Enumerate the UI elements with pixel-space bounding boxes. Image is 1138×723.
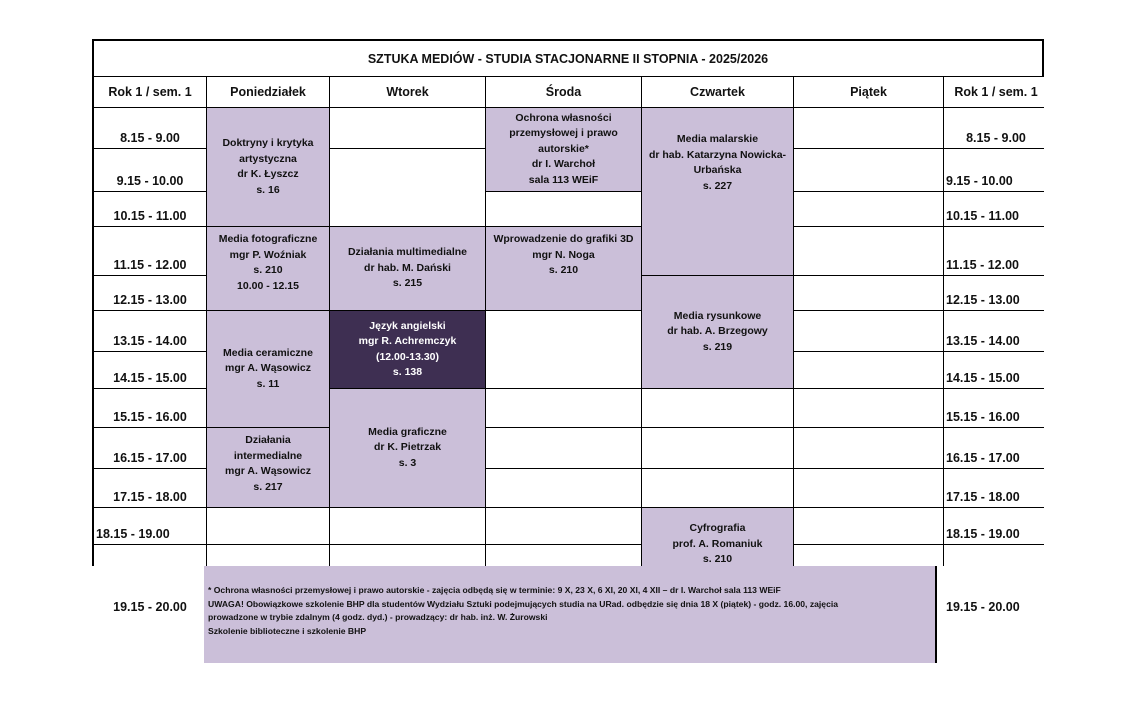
empty-slot xyxy=(642,428,793,468)
class-line: Media rysunkowe xyxy=(673,309,762,322)
class-line: artystyczna xyxy=(239,152,297,165)
class-line: mgr A. Wąsowicz xyxy=(225,362,311,375)
class-line: dr hab. M. Dański xyxy=(364,261,451,274)
header-tuesday: Wtorek xyxy=(330,77,485,107)
class-ochrona-wlasnosci xyxy=(486,108,641,191)
class-line: dr hab. A. Brzegowy xyxy=(667,325,768,338)
class-line: s. 210 xyxy=(702,553,733,566)
time-left-2: 9.15 - 10.00 xyxy=(94,149,206,191)
time-left-12: 19.15 - 20.00 xyxy=(94,545,206,617)
empty-slot xyxy=(486,469,641,507)
time-right-7: 14.15 - 15.00 xyxy=(944,352,1048,388)
class-line: Media malarskie xyxy=(676,133,759,145)
class-line: Język angielski xyxy=(369,319,446,332)
class-line: Działania multimedialne xyxy=(347,246,468,259)
empty-slot xyxy=(794,276,943,310)
empty-slot xyxy=(642,389,793,427)
empty-slot xyxy=(794,227,943,275)
empty-slot xyxy=(486,311,641,388)
class-media-ceramiczne xyxy=(207,311,329,427)
class-line: s. 219 xyxy=(702,340,733,353)
time-right-6: 13.15 - 14.00 xyxy=(944,311,1048,351)
class-line: mgr P. Woźniak xyxy=(229,248,307,261)
time-right-5: 12.15 - 13.00 xyxy=(944,276,1048,310)
time-right-11: 18.15 - 19.00 xyxy=(944,508,1048,544)
time-left-11: 18.15 - 19.00 xyxy=(94,508,206,544)
class-line: dr K. Łyszcz xyxy=(237,168,299,180)
class-line: sala 113 WEiF xyxy=(528,173,599,186)
header-friday: Piątek xyxy=(794,77,943,107)
class-line: s. 16 xyxy=(256,183,280,196)
class-line: autorskie* xyxy=(538,142,589,155)
empty-slot xyxy=(794,352,943,388)
empty-slot xyxy=(794,192,943,226)
empty-slot xyxy=(330,149,485,226)
class-line: s. 215 xyxy=(392,277,423,290)
time-left-1: 8.15 - 9.00 xyxy=(94,108,206,148)
class-grafika-3d xyxy=(486,227,641,310)
footnote-line: UWAGA! Obowiązkowe szkolenie BHP dla studentów Wydziału Sztuki podejmujących studia na URad. odbędzie się dnia 18 X (piątek) - godz. 16.00, zajęcia xyxy=(208,598,839,609)
schedule-title: SZTUKA MEDIÓW - STUDIA STACJONARNE II STOPNIA - 2025/2026 xyxy=(94,41,1042,77)
empty-slot xyxy=(794,469,943,507)
class-line: intermedialne xyxy=(233,449,303,462)
class-line: Media ceramiczne xyxy=(223,346,313,359)
class-line: Cyfrografia xyxy=(689,522,746,535)
empty-slot xyxy=(486,508,641,544)
empty-slot xyxy=(207,508,329,544)
empty-slot xyxy=(486,192,641,226)
time-left-8: 15.15 - 16.00 xyxy=(94,389,206,427)
empty-slot xyxy=(642,469,793,507)
class-line: s. 210 xyxy=(548,264,579,276)
time-right-12: 19.15 - 20.00 xyxy=(944,545,1048,617)
class-line: Urbańska xyxy=(693,164,742,176)
header-right: Rok 1 / sem. 1 xyxy=(944,77,1048,107)
class-media-rysunkowe xyxy=(642,276,793,388)
class-line: Ochrona własności xyxy=(515,111,612,124)
header-thursday: Czwartek xyxy=(642,77,793,107)
class-media-malarskie xyxy=(642,108,793,275)
time-right-10: 17.15 - 18.00 xyxy=(944,469,1048,507)
class-line: mgr R. Achremczyk xyxy=(358,335,457,347)
empty-slot xyxy=(794,389,943,427)
class-line: s. 11 xyxy=(256,377,280,390)
class-line: s. 3 xyxy=(398,456,417,469)
header-left: Rok 1 / sem. 1 xyxy=(94,77,206,107)
footnote-box xyxy=(204,566,937,663)
time-right-1: 8.15 - 9.00 xyxy=(944,108,1048,148)
empty-slot xyxy=(330,508,485,544)
class-line: s. 227 xyxy=(702,179,733,192)
footnote-line: prowadzone w trybie zdalnym (4 godz. dyd.) - prowadzący: dr hab. inż. W. Żurowski xyxy=(208,612,548,622)
class-line: (12.00-13.30) xyxy=(375,350,440,363)
class-jezyk-angielski xyxy=(330,311,485,388)
time-right-8: 15.15 - 16.00 xyxy=(944,389,1048,427)
class-line: przemysłowej i prawo xyxy=(509,127,618,140)
time-left-6: 13.15 - 14.00 xyxy=(94,311,206,351)
class-line: dr hab. Katarzyna Nowicka- xyxy=(648,148,787,161)
class-line: mgr A. Wąsowicz xyxy=(225,465,311,477)
header-wednesday: Środa xyxy=(486,77,641,107)
empty-slot xyxy=(330,108,485,148)
time-right-4: 11.15 - 12.00 xyxy=(944,227,1048,275)
time-left-7: 14.15 - 15.00 xyxy=(94,352,206,388)
class-media-fotograficzne xyxy=(207,227,329,310)
class-line: dr I. Warchoł xyxy=(531,158,596,171)
empty-slot xyxy=(486,389,641,427)
class-line: dr K. Pietrzak xyxy=(373,441,442,454)
empty-slot xyxy=(794,428,943,468)
class-line: Działania xyxy=(245,434,291,446)
class-line: Media graficzne xyxy=(368,425,447,438)
empty-slot xyxy=(794,508,943,544)
footnote-line: * Ochrona własności przemysłowej i prawo autorskie - zajęcia odbędą się w terminie: 9 X, 23 X, 6 XI, 20 XI, 4 XII – dr I. Warchoł sala 113 WEiF xyxy=(208,585,781,595)
empty-slot xyxy=(794,108,943,148)
class-line: s. 217 xyxy=(253,480,283,493)
class-dzialania-intermedialne xyxy=(207,428,329,507)
footnote-line: Szkolenie biblioteczne i szkolenie BHP xyxy=(208,625,367,636)
empty-slot xyxy=(794,149,943,191)
empty-slot xyxy=(486,428,641,468)
empty-slot xyxy=(794,311,943,351)
class-line: s. 138 xyxy=(392,366,423,378)
class-line: mgr N. Noga xyxy=(532,248,595,261)
time-left-3: 10.15 - 11.00 xyxy=(94,192,206,226)
class-line: 10.00 - 12.15 xyxy=(237,279,299,292)
class-line: s. 210 xyxy=(253,264,283,276)
time-right-9: 16.15 - 17.00 xyxy=(944,428,1048,468)
time-right-2: 9.15 - 10.00 xyxy=(944,149,1048,191)
class-line: prof. A. Romaniuk xyxy=(672,537,763,550)
class-line: Media fotograficzne xyxy=(218,233,318,245)
time-left-4: 11.15 - 12.00 xyxy=(94,227,206,275)
time-left-10: 17.15 - 18.00 xyxy=(94,469,206,507)
class-doktryny-i-krytyka xyxy=(207,108,329,226)
time-right-3: 10.15 - 11.00 xyxy=(944,192,1048,226)
class-line: Doktryny i krytyka xyxy=(222,137,314,149)
class-dzialania-multimedialne xyxy=(330,227,485,310)
time-left-5: 12.15 - 13.00 xyxy=(94,276,206,310)
class-line: Wprowadzenie do grafiki 3D xyxy=(493,233,634,245)
header-monday: Poniedziałek xyxy=(207,77,329,107)
class-media-graficzne xyxy=(330,389,485,507)
time-left-9: 16.15 - 17.00 xyxy=(94,428,206,468)
